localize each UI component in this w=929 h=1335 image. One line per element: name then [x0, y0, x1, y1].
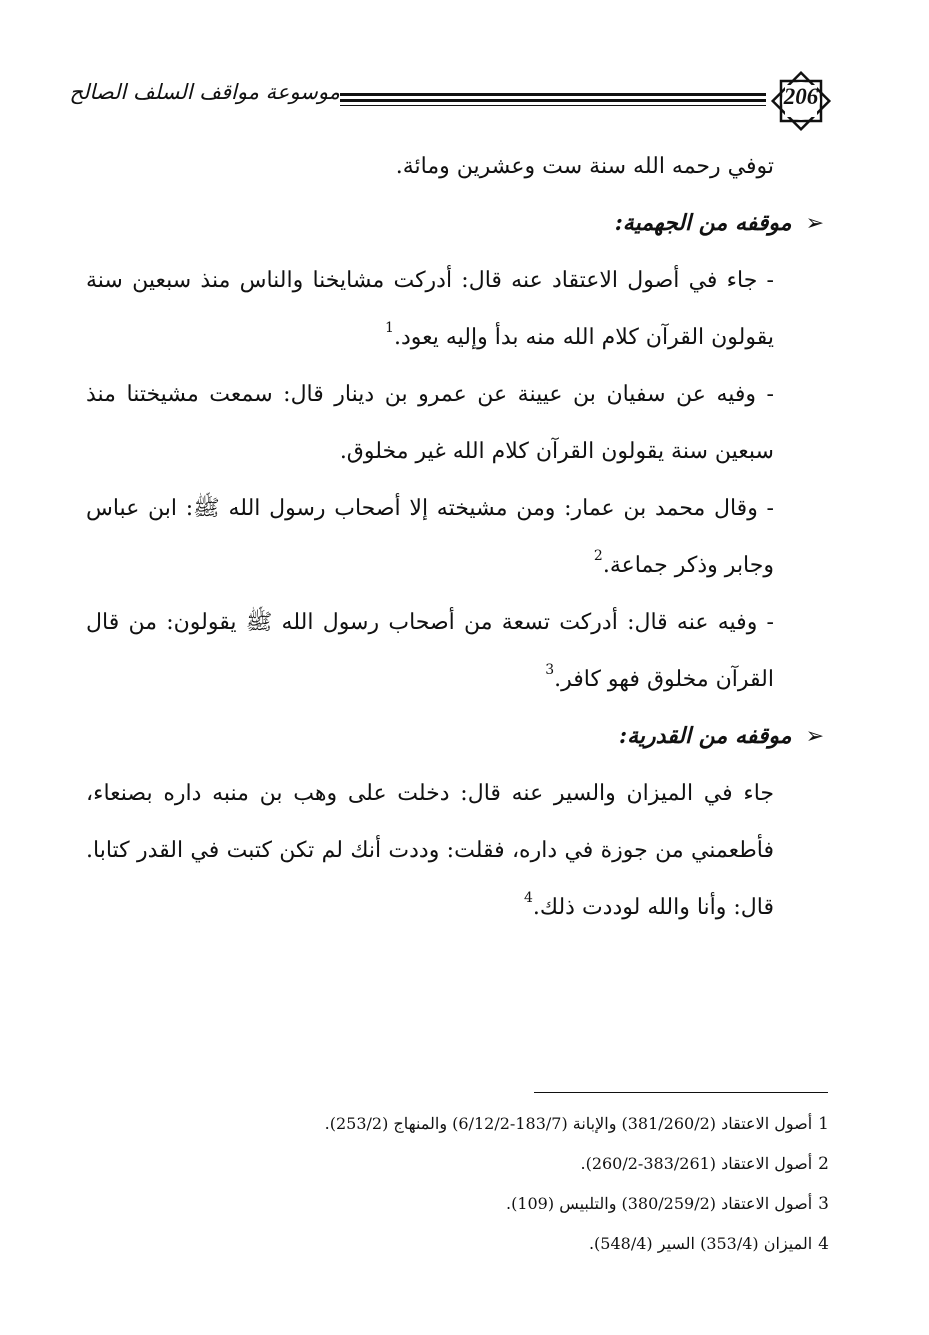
footnotes	[269, 1104, 829, 1264]
header-rule	[340, 93, 766, 107]
section-heading-jahmiyya	[86, 195, 828, 252]
footnote-ref: 4	[524, 890, 533, 906]
footnote	[269, 1184, 829, 1224]
series-title: موسوعة مواقف السلف الصالح	[69, 80, 340, 104]
footnote-text: أصول الاعتقاد (383/261-260/2).	[580, 1154, 813, 1173]
paragraph-text: - وقال محمد بن عمار: ومن مشيخته إلا أصحاب رسول الله ﷺ: ابن عباس وجابر وذكر جماعة.	[86, 496, 774, 578]
section-heading-text: موقفه من الجهمية:	[614, 210, 792, 236]
paragraph	[86, 366, 828, 480]
paragraph	[86, 594, 828, 708]
footnote-ref: 2	[593, 548, 603, 564]
paragraph	[86, 480, 828, 594]
page-number-badge	[768, 68, 834, 134]
paragraph-text: جاء في الميزان والسير عنه قال: دخلت على وهب بن منبه داره بصنعاء، فأطعمني من جوزة في داره، فقلت: وددت أنك لم تكن كتبت في القدر كتابا. قال: وأنا والله لوددت ذلك.	[86, 781, 774, 920]
footnote-number: 3	[818, 1194, 829, 1214]
paragraph-text: - وفيه عنه قال: أدركت تسعة من أصحاب رسول الله ﷺ يقولون: من قال القرآن مخلوق فهو كافر.	[86, 610, 774, 692]
section-heading-qadariyya	[86, 708, 828, 765]
page-number: 206	[783, 84, 819, 109]
paragraph	[86, 765, 828, 936]
arrow-bullet-icon: ➢	[805, 724, 824, 749]
footnote-number: 1	[818, 1114, 829, 1134]
footnote-text: أصول الاعتقاد (380/259/2) والتلبيس (109).	[505, 1194, 813, 1213]
intro-paragraph: توفي رحمه الله سنة ست وعشرين ومائة.	[395, 154, 774, 179]
main-text	[86, 138, 828, 936]
paragraph-text: - جاء في أصول الاعتقاد عنه قال: أدركت مشايخنا والناس منذ سبعين سنة يقولون القرآن كلام الله منه بدأ وإليه يعود.	[86, 268, 774, 350]
paragraph-text: - وفيه عن سفيان بن عيينة عن عمرو بن دينار قال: سمعت مشيختنا منذ سبعين سنة يقولون القرآن كلام الله غير مخلوق.	[86, 382, 774, 464]
footnote	[269, 1144, 829, 1184]
footnote-number: 4	[818, 1234, 829, 1254]
footnote-text: أصول الاعتقاد (381/260/2) والإبانة (183/7-6/12/2) والمنهاج (253/2).	[324, 1114, 813, 1133]
page-header	[69, 68, 838, 134]
footnote	[269, 1104, 829, 1144]
footnote-ref: 3	[545, 662, 555, 678]
arrow-bullet-icon: ➢	[805, 211, 824, 236]
footnote-number: 2	[818, 1154, 829, 1174]
footnote-ref: 1	[385, 320, 394, 336]
footnote	[269, 1224, 829, 1264]
footnote-text: الميزان (353/4) السير (548/4).	[588, 1234, 813, 1253]
paragraph	[86, 252, 828, 366]
footnote-separator	[534, 1092, 828, 1093]
section-heading-text: موقفه من القدرية:	[618, 723, 792, 749]
